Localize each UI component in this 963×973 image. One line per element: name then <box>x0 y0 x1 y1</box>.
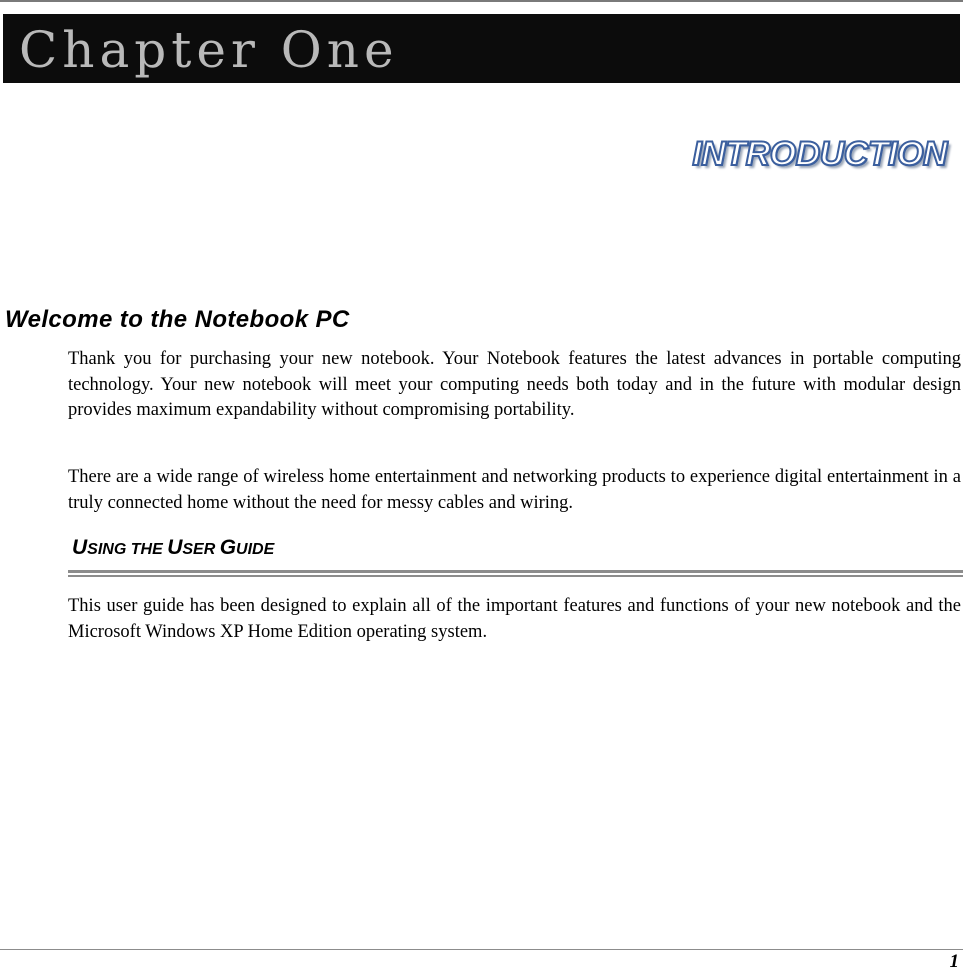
user-guide-heading <box>72 534 274 564</box>
heading-small-caps: SER <box>182 541 220 558</box>
top-rule <box>0 0 963 2</box>
welcome-paragraph-2: There are a wide range of wireless home entertainment and networking products to experience digital entertainment in a truly connected home without the need for messy cables and wiring. <box>68 467 961 513</box>
chapter-banner <box>3 14 960 83</box>
chapter-title: Chapter One <box>19 21 399 79</box>
section-title: INTRODUCTION <box>692 135 947 173</box>
section-divider <box>68 570 963 577</box>
user-guide-paragraph: This user guide has been designed to explain all of the important features and functions of your new notebook and the Microsoft Windows XP Home Edition operating system. <box>68 596 961 642</box>
heading-small-caps: UIDE <box>236 541 275 558</box>
heading-cap-u: U <box>72 536 88 559</box>
heading-small-caps: SING THE <box>87 541 168 558</box>
welcome-paragraph-1: Thank you for purchasing your new notebook. Your Notebook features the latest advances in portable computing technology. Your new notebook will meet your computing needs both today and in the future with modular design provides maximum expandability without compromising portability. <box>68 349 961 420</box>
welcome-heading: Welcome to the Notebook PC <box>5 306 350 333</box>
heading-cap-g: G <box>219 536 237 559</box>
heading-cap-u2: U <box>167 536 183 559</box>
page-number: 1 <box>949 951 959 972</box>
footer-rule <box>0 949 963 950</box>
